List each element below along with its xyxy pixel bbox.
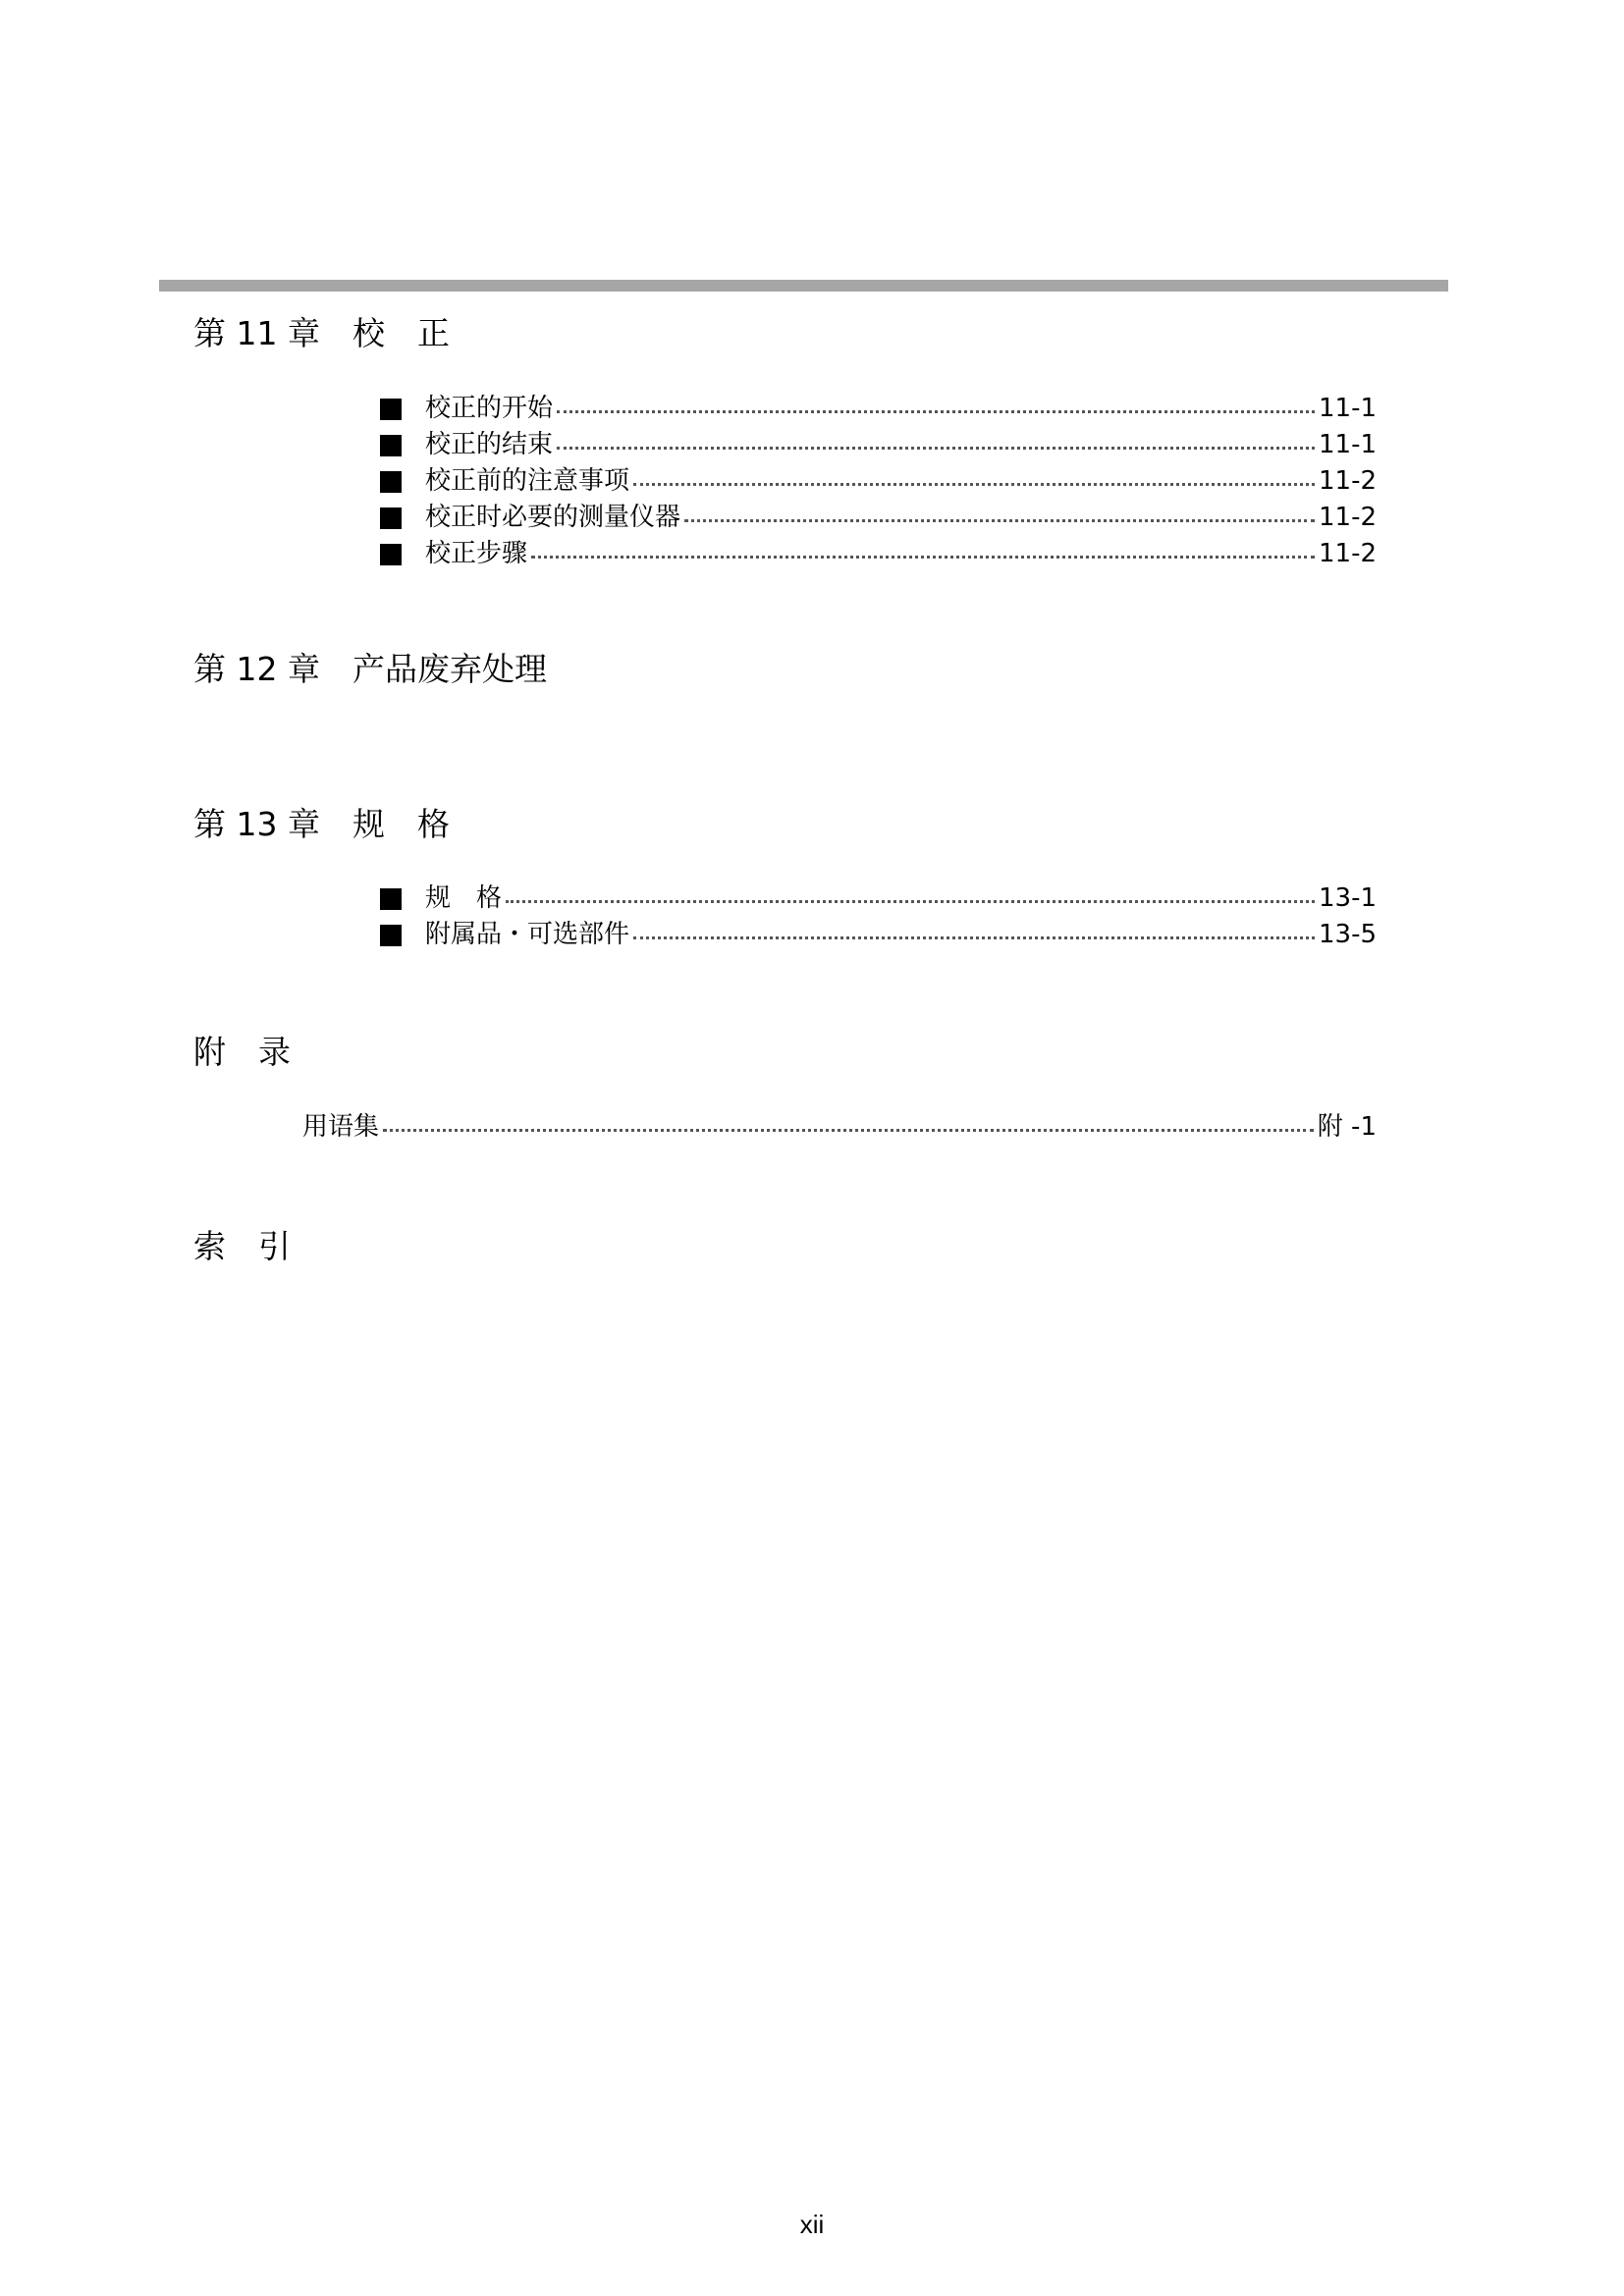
toc-entry[interactable] (380, 463, 1377, 500)
appendix-heading: 附 录 (193, 1033, 291, 1071)
toc-entry-title: 校正时必要的测量仪器 (425, 503, 681, 532)
chapter-13-toc (380, 881, 1377, 953)
toc-entry-page: 附 -1 (1317, 1112, 1377, 1142)
square-bullet-icon (380, 544, 402, 565)
toc-entry[interactable] (380, 500, 1377, 536)
dot-leader (383, 1129, 1314, 1132)
toc-entry-title: 附属品・可选部件 (425, 920, 630, 949)
toc-entry-page: 13-1 (1318, 883, 1377, 913)
square-bullet-icon (380, 888, 402, 910)
toc-entry-page: 13-5 (1318, 920, 1377, 949)
page-number: xii (799, 2210, 825, 2239)
chapter-13-heading: 第 13 章 规 格 (193, 805, 450, 843)
chapter-11-toc (380, 391, 1377, 572)
dot-leader (684, 519, 1315, 522)
toc-entry[interactable] (380, 427, 1377, 463)
toc-entry-title: 校正的结束 (425, 430, 554, 459)
toc-entry[interactable] (302, 1109, 1377, 1146)
dot-leader (506, 900, 1315, 903)
square-bullet-icon (380, 507, 402, 529)
square-bullet-icon (380, 399, 402, 420)
appendix-toc (302, 1109, 1377, 1146)
index-heading: 索 引 (193, 1227, 291, 1265)
toc-entry[interactable] (380, 881, 1377, 917)
toc-entry-page: 11-2 (1318, 503, 1377, 532)
toc-entry-page: 11-1 (1318, 430, 1377, 459)
toc-entry[interactable] (380, 536, 1377, 572)
dot-leader (557, 447, 1315, 450)
toc-entry-title: 校正步骤 (425, 539, 528, 568)
square-bullet-icon (380, 471, 402, 493)
chapter-12-heading: 第 12 章 产品废弃处理 (193, 650, 547, 688)
dot-leader (633, 936, 1315, 939)
toc-entry-title: 规 格 (425, 883, 503, 913)
chapter-11-heading: 第 11 章 校 正 (193, 314, 450, 352)
toc-entry-page: 11-1 (1318, 394, 1377, 423)
toc-entry-title: 用语集 (302, 1112, 380, 1142)
top-divider-rule (159, 280, 1448, 292)
toc-entry-page: 11-2 (1318, 466, 1377, 496)
dot-leader (633, 483, 1315, 486)
toc-entry[interactable] (380, 917, 1377, 953)
toc-entry[interactable] (380, 391, 1377, 427)
toc-entry-title: 校正前的注意事项 (425, 466, 630, 496)
toc-entry-title: 校正的开始 (425, 394, 554, 423)
square-bullet-icon (380, 925, 402, 946)
dot-leader (531, 556, 1315, 559)
toc-entry-page: 11-2 (1318, 539, 1377, 568)
square-bullet-icon (380, 435, 402, 456)
dot-leader (557, 410, 1315, 413)
